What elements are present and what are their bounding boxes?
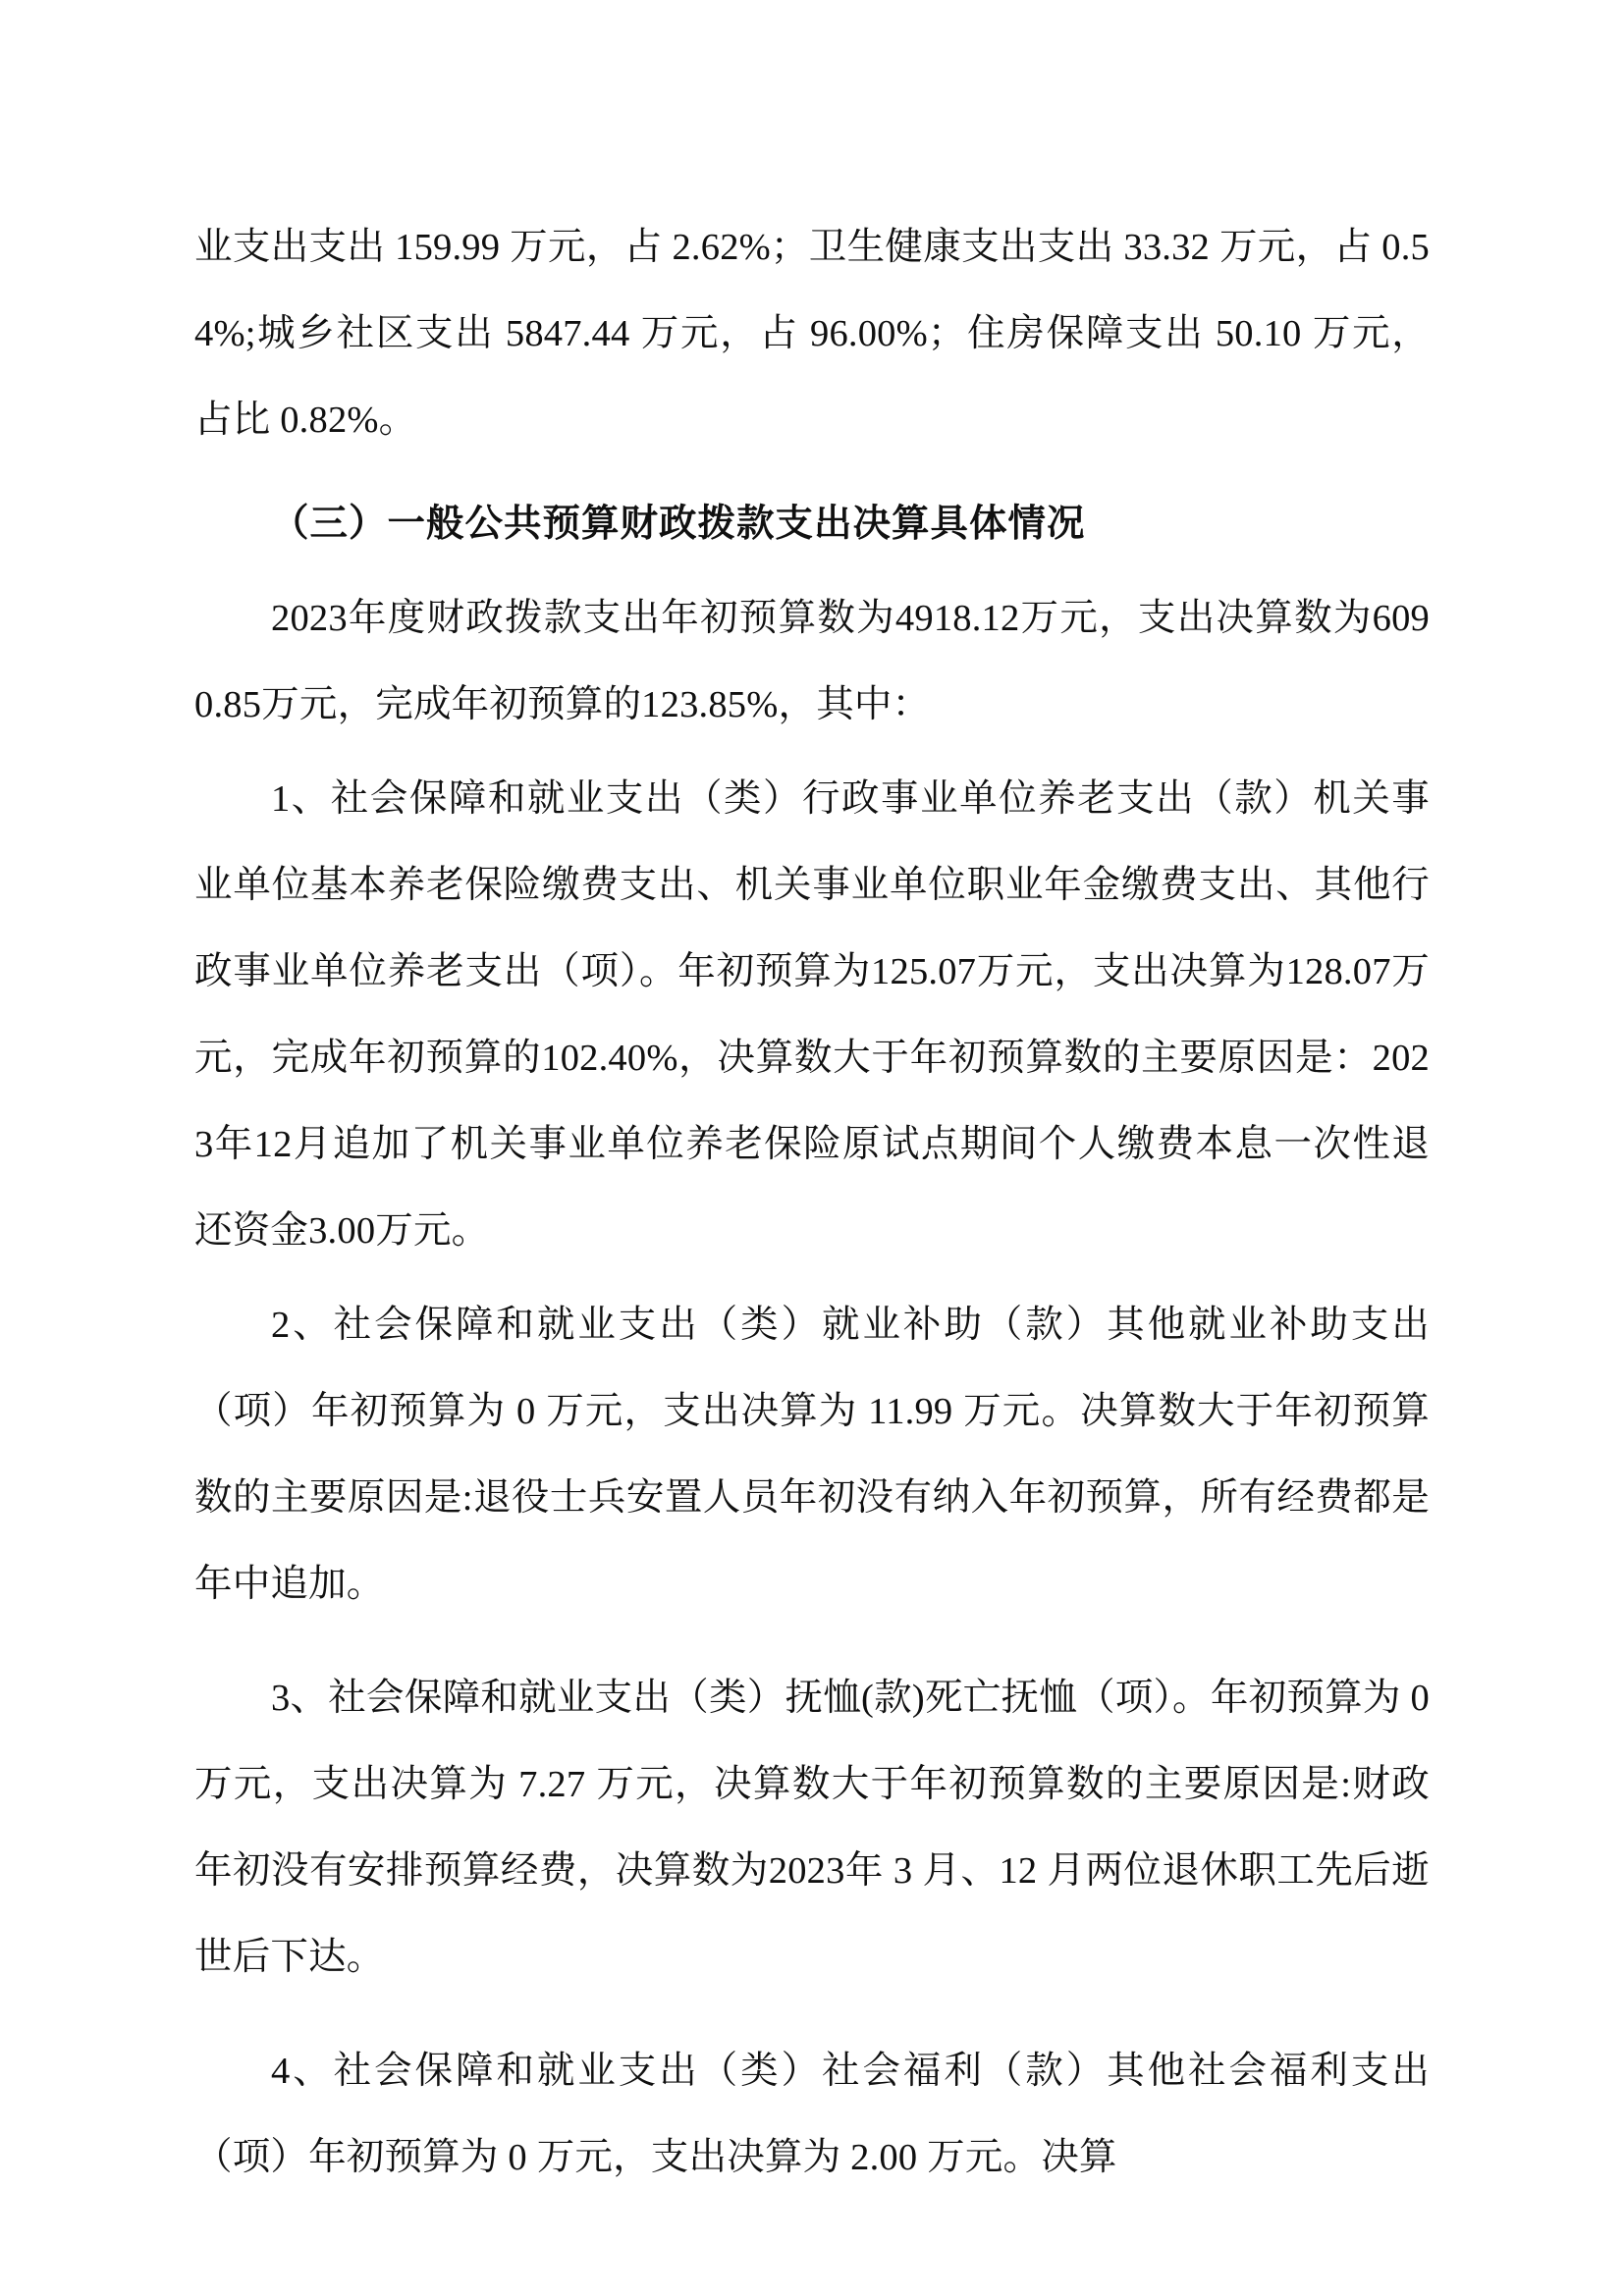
spacer (194, 2008, 1430, 2028)
paragraph-item-3: 3、社会保障和就业支出（类）抚恤(款)死亡抚恤（项）。年初预算为 0 万元，支出决算为 7.27 万元，决算数大于年初预算数的主要原因是:财政年初没有安排预算经费，决算数为2023年 3 月、12 月两位退休职工先后逝世后下达。 (194, 1678, 1430, 1978)
paragraph-item-1: 1、社会保障和就业支出（类）行政事业单位养老支出（款）机关事业单位基本养老保险缴费支出、机关事业单位职业年金缴费支出、其他行政事业单位养老支出（项）。年初预算为125.07万元，支出决算为128.07万元，完成年初预算的102.40%，决算数大于年初预算数的主要原因是：2023年12月追加了机关事业单位养老保险原试点期间个人缴费本息一次性退还资金3.00万元。 (194, 778, 1430, 1252)
spacer (194, 1635, 1430, 1655)
paragraph-item-4: 4、社会保障和就业支出（类）社会福利（款）其他社会福利支出（项）年初预算为 0 万元，支出决算为 2.00 万元。决算 (194, 2051, 1430, 2178)
page-body (194, 204, 1430, 2209)
paragraph-continued-expenditure: 业支出支出 159.99 万元，占 2.62%；卫生健康支出支出 33.32 万元，占 0.54%;城乡社区支出 5847.44 万元，占 96.00%；住房保障支出 50.10 万元，占比 0.82%。 (194, 227, 1430, 441)
paragraph-item-2: 2、社会保障和就业支出（类）就业补助（款）其他就业补助支出（项）年初预算为 0 万元，支出决算为 11.99 万元。决算数大于年初预算数的主要原因是:退役士兵安置人员年初没有纳入年初预算，所有经费都是年中追加。 (194, 1305, 1430, 1605)
spacer (194, 471, 1430, 481)
paragraph-overview-2023: 2023年度财政拨款支出年初预算数为4918.12万元，支出决算数为6090.85万元，完成年初预算的123.85%，其中： (194, 598, 1430, 725)
section-heading-3: （三）一般公共预算财政拨款支出决算具体情况 (271, 504, 1086, 545)
